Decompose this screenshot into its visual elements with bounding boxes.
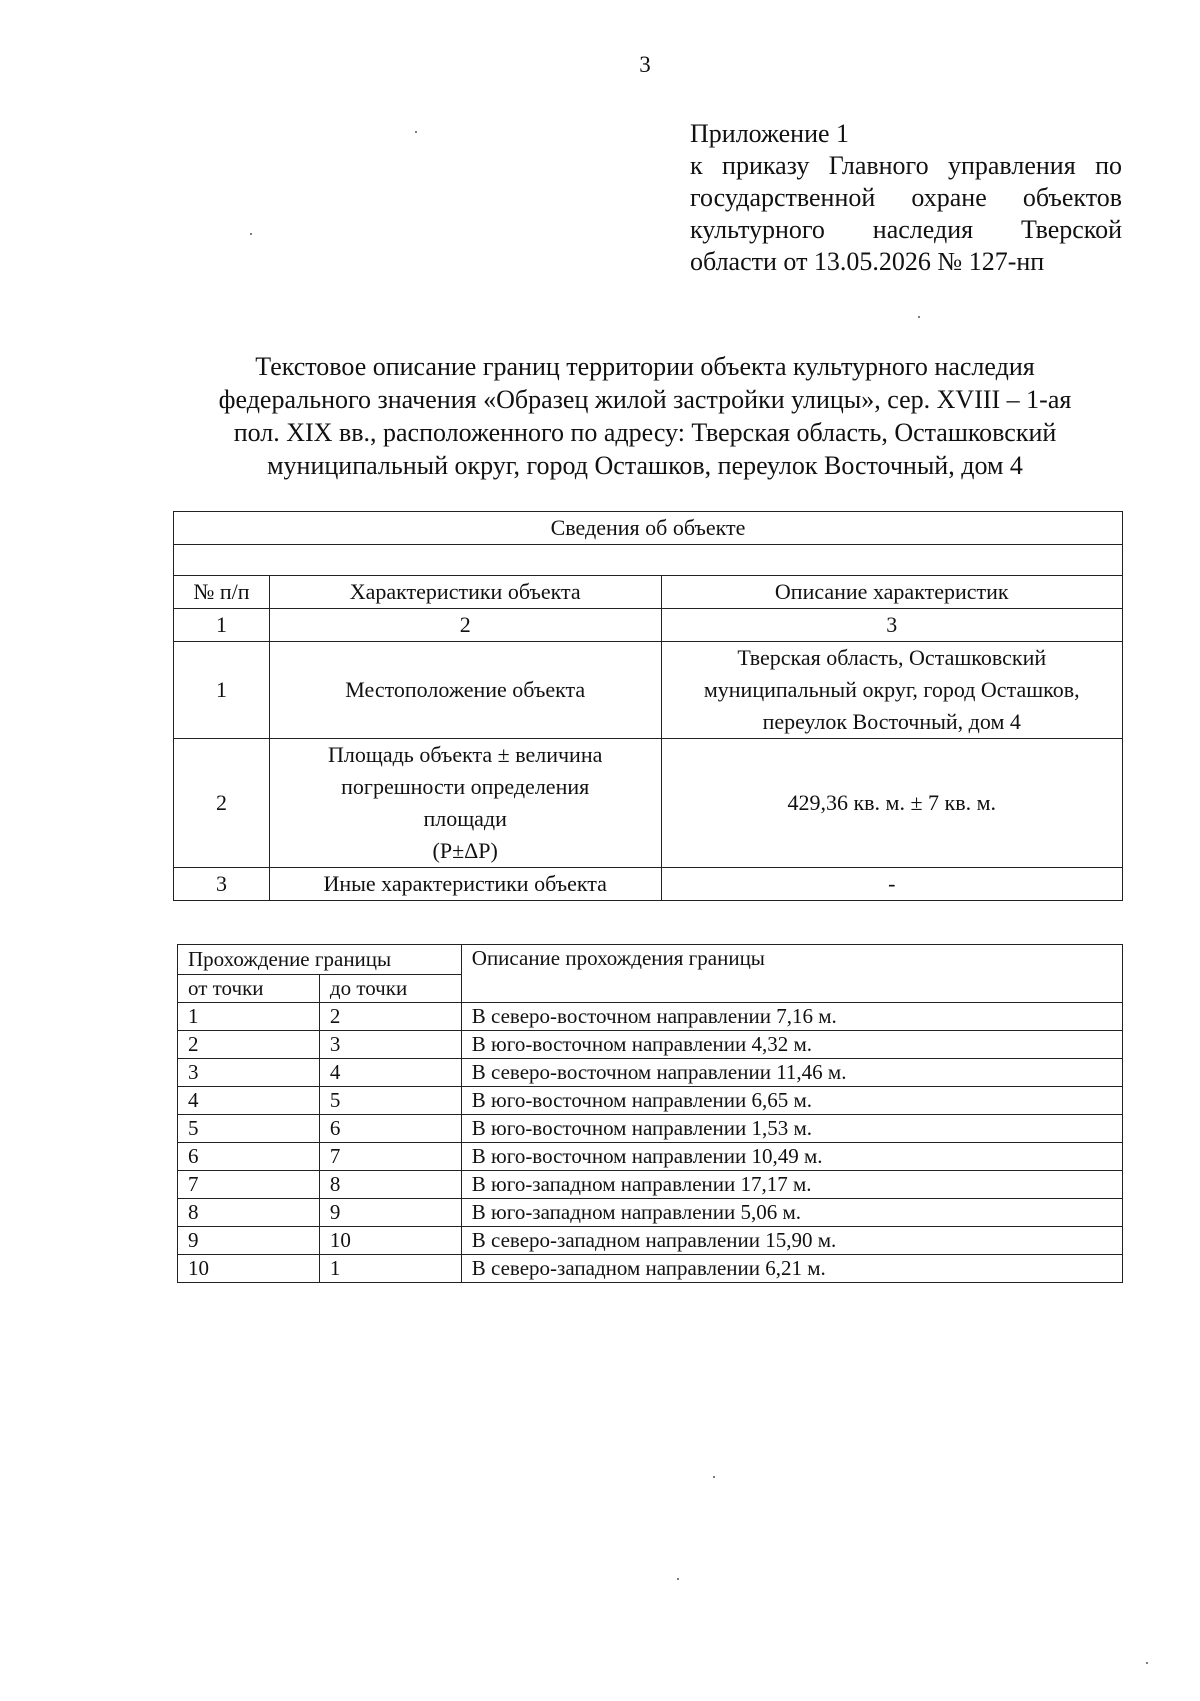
row-description	[661, 642, 1123, 739]
from-point: 2	[178, 1031, 320, 1059]
boundary-table	[177, 944, 1123, 1283]
boundary-description: В северо-восточном направлении 11,46 м.	[461, 1059, 1122, 1087]
boundary-description: В северо-западном направлении 15,90 м.	[461, 1227, 1122, 1255]
boundary-header-row	[178, 945, 1123, 975]
header-from-point: от точки	[178, 975, 320, 1003]
cell-line: 429,36 кв. м. ± 7 кв. м.	[787, 790, 997, 815]
scan-speck	[713, 1476, 715, 1478]
from-point: 5	[178, 1115, 320, 1143]
from-point: 10	[178, 1255, 320, 1283]
table-row	[178, 1199, 1123, 1227]
from-point: 7	[178, 1171, 320, 1199]
boundary-description: В юго-восточном направлении 6,65 м.	[461, 1087, 1122, 1115]
appendix-line: государственной охране объектов	[690, 183, 1122, 212]
cell-line: Иные характеристики объекта	[323, 871, 607, 896]
to-point: 6	[319, 1115, 461, 1143]
from-point: 8	[178, 1199, 320, 1227]
title-line: пол. XIX вв., расположенного по адресу: Тверская область, Осташковский	[233, 418, 1057, 447]
cell-line: (P±ΔP)	[432, 838, 498, 863]
appendix-block	[690, 118, 1122, 278]
to-point: 9	[319, 1199, 461, 1227]
scan-speck	[250, 233, 252, 235]
row-description	[661, 868, 1123, 901]
column-number: 2	[269, 609, 661, 642]
appendix-line: к приказу Главного управления по	[690, 151, 1122, 180]
to-point: 7	[319, 1143, 461, 1171]
from-point: 1	[178, 1003, 320, 1031]
to-point: 8	[319, 1171, 461, 1199]
from-point: 6	[178, 1143, 320, 1171]
row-characteristic	[269, 739, 661, 868]
header-num: № п/п	[174, 576, 270, 609]
appendix-line: Приложение 1	[690, 119, 850, 148]
column-numbers-row	[174, 609, 1123, 642]
title-line: муниципальный округ, город Осташков, переулок Восточный, дом 4	[267, 451, 1023, 480]
table-row	[178, 1143, 1123, 1171]
cell-line: Тверская область, Осташковский	[737, 645, 1047, 670]
row-characteristic	[269, 642, 661, 739]
boundary-description: В юго-восточном направлении 1,53 м.	[461, 1115, 1122, 1143]
table-row	[178, 1227, 1123, 1255]
header-to-point: до точки	[319, 975, 461, 1003]
header-boundary-description: Описание прохождения границы	[461, 945, 1122, 1003]
to-point: 10	[319, 1227, 461, 1255]
scan-speck	[415, 131, 417, 133]
to-point: 1	[319, 1255, 461, 1283]
from-point: 4	[178, 1087, 320, 1115]
cell-line: Местоположение объекта	[345, 677, 586, 702]
table-row	[174, 642, 1123, 739]
from-point: 3	[178, 1059, 320, 1087]
boundary-description: В юго-западном направлении 17,17 м.	[461, 1171, 1122, 1199]
header-characteristic: Характеристики объекта	[269, 576, 661, 609]
table-spacer-row	[174, 545, 1123, 576]
document-title	[150, 350, 1140, 482]
row-number: 3	[174, 868, 270, 901]
cell-line: переулок Восточный, дом 4	[762, 709, 1021, 734]
table-row	[178, 1059, 1123, 1087]
cell-line: погрешности определения	[341, 774, 590, 799]
table-row	[178, 1115, 1123, 1143]
boundary-description: В северо-восточном направлении 7,16 м.	[461, 1003, 1122, 1031]
boundary-description: В юго-западном направлении 5,06 м.	[461, 1199, 1122, 1227]
row-characteristic	[269, 868, 661, 901]
object-info-table	[173, 511, 1123, 901]
row-description	[661, 739, 1123, 868]
boundary-description: В юго-восточном направлении 10,49 м.	[461, 1143, 1122, 1171]
boundary-description: В северо-западном направлении 6,21 м.	[461, 1255, 1122, 1283]
table-row	[174, 868, 1123, 901]
page-number: 3	[639, 52, 651, 77]
header-boundary-passage: Прохождение границы	[178, 945, 462, 975]
table-row	[174, 739, 1123, 868]
title-line: федерального значения «Образец жилой застройки улицы», сер. XVIII – 1-ая	[218, 385, 1072, 414]
table-row	[178, 1087, 1123, 1115]
table-row	[178, 1171, 1123, 1199]
to-point: 4	[319, 1059, 461, 1087]
table-caption-row	[174, 512, 1123, 545]
table-header-row	[174, 576, 1123, 609]
scan-speck	[1146, 1662, 1148, 1664]
table-row	[178, 1255, 1123, 1283]
table-row	[178, 1003, 1123, 1031]
scan-speck	[677, 1578, 679, 1580]
scan-speck	[918, 316, 920, 318]
table-spacer-cell	[174, 545, 1123, 576]
cell-line: -	[888, 871, 896, 896]
table-caption: Сведения об объекте	[174, 512, 1123, 545]
table-row	[178, 1031, 1123, 1059]
appendix-line: области от 13.05.2026 № 127-нп	[690, 247, 1045, 276]
cell-line: площади	[423, 806, 507, 831]
to-point: 2	[319, 1003, 461, 1031]
to-point: 3	[319, 1031, 461, 1059]
cell-line: муниципальный округ, город Осташков,	[703, 677, 1080, 702]
title-line: Текстовое описание границ территории объекта культурного наследия	[255, 352, 1035, 381]
row-number: 2	[174, 739, 270, 868]
from-point: 9	[178, 1227, 320, 1255]
column-number: 3	[661, 609, 1123, 642]
row-number: 1	[174, 642, 270, 739]
cell-line: Площадь объекта ± величина	[328, 742, 603, 767]
column-number: 1	[174, 609, 270, 642]
to-point: 5	[319, 1087, 461, 1115]
header-description: Описание характеристик	[661, 576, 1123, 609]
appendix-line: культурного наследия Тверской	[690, 215, 1122, 244]
boundary-description: В юго-восточном направлении 4,32 м.	[461, 1031, 1122, 1059]
